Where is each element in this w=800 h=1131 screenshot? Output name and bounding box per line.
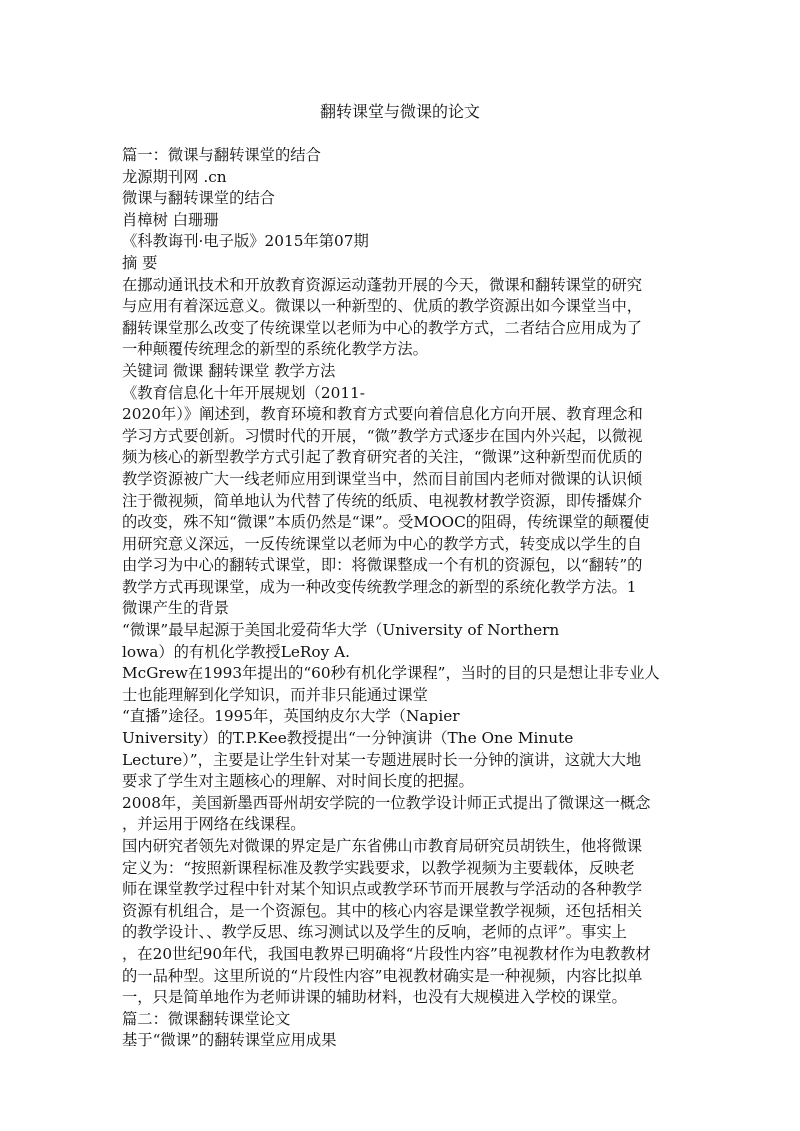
- text-line: ，在20世纪90年代，我国电教界已明确将“片段性内容”电视教材作为电教教材: [122, 944, 651, 963]
- text-line: 《教育信息化十年开展规划（2011-: [122, 383, 365, 402]
- text-line: 关键词 微课 翻转课堂 教学方法: [122, 361, 336, 380]
- text-line: 龙源期刊网 .cn: [122, 167, 227, 186]
- text-line: “直播”途径。1995年，英国纳皮尔大学（Napier: [122, 707, 460, 726]
- text-line: 基于“微课”的翻转课堂应用成果: [122, 1031, 337, 1050]
- text-line: 的教学设计、、教学反思、练习测试以及学生的反响，老师的点评”。事实上: [122, 923, 627, 942]
- text-line: 要求了学生对主题核心的理解、对时间长度的把握。: [122, 772, 474, 791]
- text-line: 一，只是简单地作为老师讲课的辅助材料，也没有大规模进入学校的课堂。: [122, 988, 627, 1007]
- text-line: 注于微视频，简单地认为代替了传统的纸质、电视教材教学资源，即传播媒介: [122, 491, 643, 510]
- text-line: 国内研究者领先对微课的界定是广东省佛山市教育局研究员胡铁生，他将微课: [122, 837, 643, 855]
- text-line: 资源有机组合，是一个资源包。其中的核心内容是课堂教学视频，还包括相关: [122, 901, 643, 920]
- text-line: 在挪动通讯技术和开放教育资源运动蓬勃开展的今天，微课和翻转课堂的研究: [122, 275, 643, 294]
- text-line: 频为核心的新型教学方式引起了教育研究者的关注，“微课”这种新型而优质的: [122, 448, 643, 467]
- text-line: 肖樟树 白珊珊: [122, 210, 219, 229]
- text-line: McGrew在1993年提出的“60秒有机化学课程”，当时的目的只是想让非专业人: [122, 664, 660, 683]
- text-line: 定义为：“按照新课程标准及教学实践要求，以教学视频为主要载体，反映老: [122, 858, 635, 877]
- text-line: 篇一：微课与翻转课堂的结合: [122, 146, 321, 164]
- text-line: 师在课堂教学过程中针对某个知识点或教学环节而开展教与学活动的各种教学: [122, 880, 643, 899]
- text-line: ，并运用于网络在线课程。: [122, 815, 306, 834]
- text-line: 《科教诲刊·电子版》2015年第07期: [122, 232, 369, 251]
- text-line: “微课”最早起源于美国北爱荷华大学（University of Northern: [122, 621, 560, 640]
- text-line: 与应用有着深远意义。微课以一种新型的、优质的教学资源出如今课堂当中，: [122, 297, 643, 316]
- text-line: 用研究意义深远，一反传统课堂以老师为中心的教学方式，转变成以学生的自: [122, 534, 643, 553]
- text-line: University）的T.P.Kee教授提出“一分钟演讲（The One Minute: [122, 729, 574, 748]
- text-line: 2008年，美国新墨西哥州胡安学院的一位教学设计师正式提出了微课这一概念: [122, 793, 651, 812]
- text-line: lowa）的有机化学教授LeRoy A.: [122, 642, 351, 661]
- text-line: 士也能理解到化学知识，而并非只能通过课堂: [122, 685, 428, 704]
- document-title: 翻转课堂与微课的论文: [319, 102, 480, 121]
- text-line: 学习方式要创新。习惯时代的开展，“微”教学方式逐步在国内外兴起，以微视: [122, 426, 643, 445]
- text-line: Lecture）”，主要是让学生针对某一专题进展时长一分钟的演讲，这就大大地: [122, 750, 642, 769]
- document-body: [122, 145, 692, 1052]
- text-line: 教学资源被广大一线老师应用到课堂当中，然而目前国内老师对微课的认识倾: [122, 469, 643, 488]
- text-line: 翻转课堂那么改变了传统课堂以老师为中心的教学方式，二者结合应用成为了: [122, 318, 643, 337]
- text-line: 微课产生的背景: [122, 599, 230, 618]
- text-line: 摘 要: [122, 253, 158, 272]
- text-line: 由学习为中心的翻转式课堂，即：将微课整成一个有机的资源包，以“翻转”的: [122, 556, 643, 575]
- text-line: 教学方式再现课堂，成为一种改变传统教学理念的新型的系统化教学方法。1: [122, 577, 637, 596]
- text-line: 的一品种型。这里所说的“片段性内容”电视教材确实是一种视频，内容比拟单: [122, 966, 643, 985]
- text-line: 篇二：微课翻转课堂论文: [122, 1009, 291, 1028]
- text-line: 的改变，殊不知“微课”本质仍然是“课”。受MOOC的阻碍，传统课堂的颠覆使: [122, 513, 650, 532]
- text-line: 2020年）》阐述到，教育环境和教育方式要向着信息化方向开展、教育理念和: [122, 405, 643, 424]
- text-line: 微课与翻转课堂的结合: [122, 189, 275, 208]
- text-line: 一种颠覆传统理念的新型的系统化教学方法。: [122, 340, 428, 359]
